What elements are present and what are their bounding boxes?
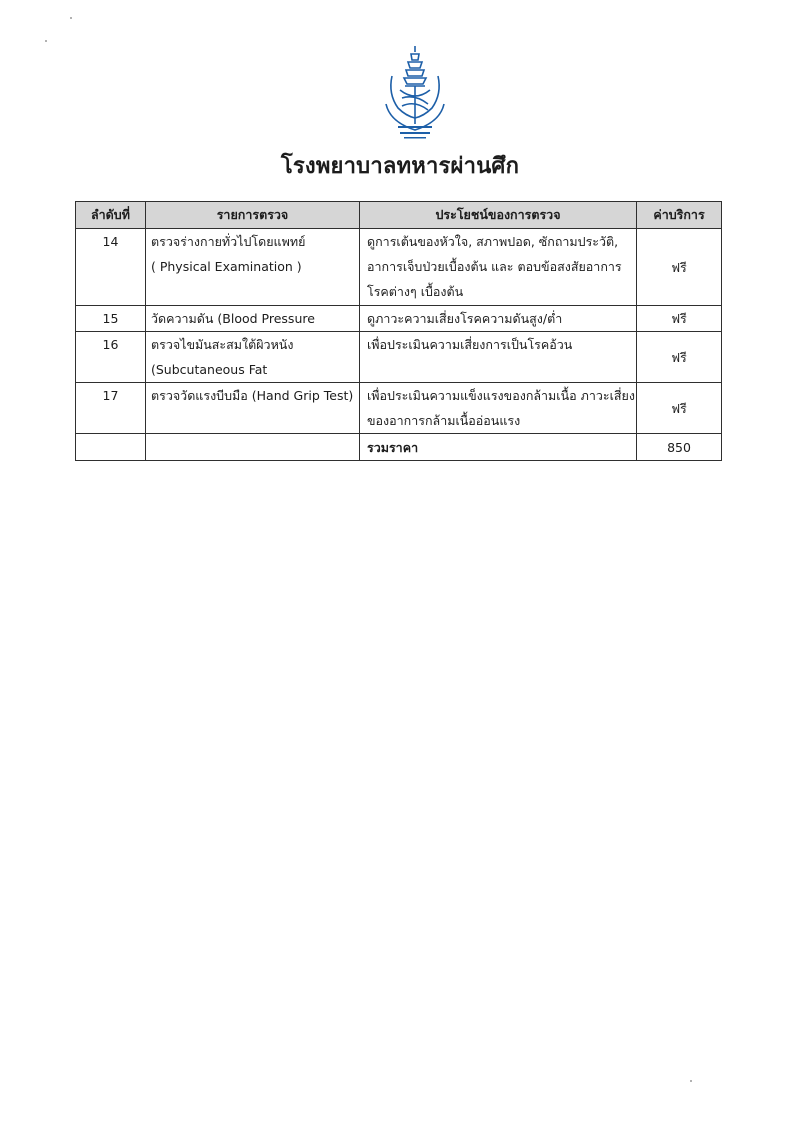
- row-no: 15: [76, 306, 146, 332]
- benefit-line: ของอาการกล้ามเนื้ออ่อนแรง: [367, 413, 521, 428]
- row-benefit: [360, 383, 637, 434]
- benefit-line: โรคต่างๆ เบื้องต้น: [367, 284, 464, 299]
- row-price: ฟรี: [637, 306, 722, 332]
- total-row: [76, 434, 722, 461]
- row-no: 16: [76, 332, 146, 383]
- table-row: [76, 229, 722, 306]
- page-title: โรงพยาบาลทหารผ่านศึก: [280, 153, 520, 179]
- header-no: ลำดับที่: [76, 202, 146, 229]
- row-item: [146, 332, 360, 383]
- table-row: [76, 306, 722, 332]
- benefit-line: ดูภาวะความเสี่ยงโรคความดันสูง/ต่ำ: [367, 311, 563, 326]
- item-line: ตรวจไขมันสะสมใต้ผิวหนัง: [151, 337, 294, 352]
- benefit-line: เพื่อประเมินความเสี่ยงการเป็นโรคอ้วน: [367, 337, 573, 352]
- scan-speck: [690, 1080, 692, 1082]
- scan-speck: [70, 17, 72, 19]
- row-item: [146, 229, 360, 306]
- row-benefit: [360, 306, 637, 332]
- total-empty-cell: [76, 434, 146, 461]
- row-item: [146, 383, 360, 434]
- header-item: รายการตรวจ: [146, 202, 360, 229]
- table-row: [76, 383, 722, 434]
- row-item: [146, 306, 360, 332]
- hospital-logo-icon: [380, 44, 450, 142]
- row-benefit: [360, 229, 637, 306]
- row-price: ฟรี: [637, 383, 722, 434]
- row-no: 14: [76, 229, 146, 306]
- row-price: ฟรี: [637, 332, 722, 383]
- header-benefit: ประโยชน์ของการตรวจ: [360, 202, 637, 229]
- benefit-line: เพื่อประเมินความแข็งแรงของกล้ามเนื้อ ภาวะเสี่ยง: [367, 388, 635, 403]
- total-empty-cell: [146, 434, 360, 461]
- benefit-line: อาการเจ็บป่วยเบื้องต้น และ ตอบข้อสงสัยอาการ: [367, 259, 622, 274]
- item-line: วัดความดัน (Blood Pressure: [151, 311, 315, 326]
- item-line: ตรวจร่างกายทั่วไปโดยแพทย์: [151, 234, 306, 249]
- row-no: 17: [76, 383, 146, 434]
- item-line: ( Physical Examination ): [151, 259, 302, 274]
- header-price: ค่าบริการ: [637, 202, 722, 229]
- item-line: ตรวจวัดแรงบีบมือ (Hand Grip Test): [151, 388, 354, 403]
- service-price-table: [75, 201, 722, 461]
- table-header-row: [76, 202, 722, 229]
- row-benefit: [360, 332, 637, 383]
- table-row: [76, 332, 722, 383]
- row-price: ฟรี: [637, 229, 722, 306]
- scan-speck: [45, 40, 47, 42]
- item-line: (Subcutaneous Fat: [151, 362, 268, 377]
- benefit-line: ดูการเต้นของหัวใจ, สภาพปอด, ซักถามประวัติ,: [367, 234, 619, 249]
- total-price: 850: [637, 434, 722, 461]
- total-label: รวมราคา: [360, 434, 637, 461]
